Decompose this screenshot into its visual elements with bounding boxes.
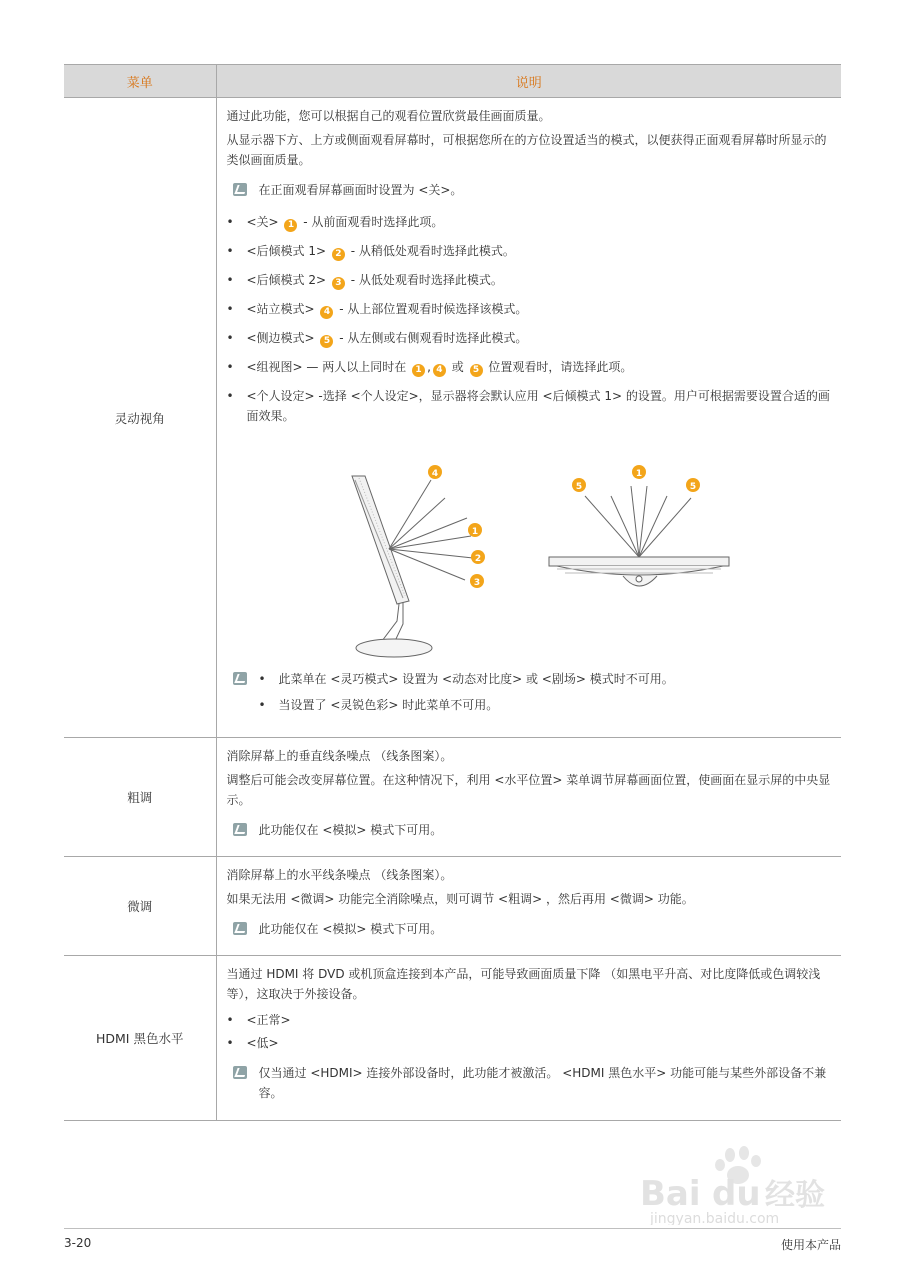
list-item: • <站立模式> 4 - 从上部位置观看时候选择该模式。	[227, 299, 834, 319]
note-icon	[233, 672, 247, 685]
mode-list	[227, 212, 834, 426]
svg-text:1: 1	[635, 469, 642, 479]
paragraph: 调整后可能会改变屏幕位置。在这种情况下，利用 <水平位置> 菜单调节屏幕画面位置，使画面在显示屏的中央显示。	[226, 773, 831, 807]
badge-4-icon: 4	[433, 364, 446, 377]
watermark-url: jingyan.baidu.com	[650, 1211, 780, 1225]
settings-table	[64, 64, 841, 1121]
top-view-badges	[572, 465, 700, 492]
badge-1-icon: 1	[284, 219, 297, 232]
option-list	[227, 1010, 834, 1053]
table-row	[64, 857, 841, 956]
table-row	[64, 738, 841, 857]
header-description: 说明	[216, 65, 841, 98]
row-name-fine: 微调	[64, 857, 216, 956]
list-item: • <关> 1 - 从前面观看时选择此项。	[227, 212, 834, 232]
note	[227, 919, 834, 939]
svg-text:1: 1	[471, 527, 478, 537]
table-row	[64, 956, 841, 1121]
list-item: • 此菜单在 <灵巧模式> 设置为 <动态对比度> 或 <剧场> 模式时不可用。	[259, 669, 834, 689]
svg-text:Bai: Bai	[640, 1174, 701, 1214]
baidu-watermark-logo	[640, 1145, 850, 1225]
list-item: • <后倾模式 2> 3 - 从低处观看时选择此模式。	[227, 270, 834, 290]
note-icon	[233, 922, 247, 935]
svg-text:du: du	[712, 1174, 761, 1214]
paragraph: 如果无法用 <微调> 功能完全消除噪点，则可调节 <粗调> ，然后再用 <微调> 功能。	[226, 892, 694, 906]
note	[227, 669, 834, 721]
paragraph: 消除屏幕上的水平线条噪点 （线条图案）。	[226, 868, 453, 882]
side-view-badges	[428, 465, 485, 588]
badge-1-icon: 1	[412, 364, 425, 377]
note-icon	[233, 823, 247, 836]
list-item: • <组视图> — 两人以上同时在 1 , 4 或 5 位置观看时，请选择此项。	[227, 357, 834, 377]
note	[227, 1063, 834, 1103]
note-icon	[233, 1066, 247, 1079]
page-number: 3-20	[64, 1236, 92, 1250]
side-view-monitor	[352, 476, 432, 657]
row-name-magic-angle: 灵动视角	[64, 98, 216, 738]
svg-text:4: 4	[431, 469, 438, 479]
list-item: • <个人设定> -选择 <个人设定>，显示器将会默认应用 <后倾模式 1> 的设置。用户可根据需要设置合适的画面效果。	[227, 386, 834, 426]
row-desc-hdmi-black-level	[216, 956, 841, 1121]
row-desc-magic-angle	[216, 98, 841, 738]
note-text: 在正面观看屏幕画面时设置为 <关>。	[258, 183, 463, 197]
list-item: • <后倾模式 1> 2 - 从稍低处观看时选择此模式。	[227, 241, 834, 261]
list-item: • <低>	[227, 1033, 834, 1053]
svg-text:3: 3	[473, 578, 480, 588]
note	[227, 180, 834, 200]
list-item: • <侧边模式> 5 - 从左侧或右侧观看时选择此模式。	[227, 328, 834, 348]
badge-5-icon: 5	[320, 335, 333, 348]
paragraph: 通过此功能，您可以根据自己的观看位置欣赏最佳画面质量。	[226, 109, 551, 123]
viewing-angle-diagram	[227, 436, 827, 661]
top-view-monitor	[549, 557, 729, 586]
badge-3-icon: 3	[332, 277, 345, 290]
badge-2-icon: 2	[332, 248, 345, 261]
badge-4-icon: 4	[320, 306, 333, 319]
footer-section-title: 使用本产品	[780, 1238, 841, 1252]
svg-text:经验: 经验	[765, 1178, 825, 1213]
row-name-hdmi-black-level: HDMI 黑色水平	[64, 956, 216, 1121]
paragraph: 消除屏幕上的垂直线条噪点 （线条图案）。	[226, 749, 453, 763]
svg-text:5: 5	[689, 482, 696, 492]
table-row	[64, 98, 841, 738]
note	[227, 820, 834, 840]
header-menu: 菜单	[64, 65, 216, 98]
note-icon	[233, 183, 247, 196]
svg-text:2: 2	[474, 554, 481, 564]
row-desc-fine	[216, 857, 841, 956]
table-header-row	[64, 65, 841, 98]
note-text: 仅当通过 <HDMI> 连接外部设备时，此功能才被激活。 <HDMI 黑色水平> 功能可能与某些外部设备不兼容。	[258, 1066, 827, 1100]
note-text: 此功能仅在 <模拟> 模式下可用。	[258, 922, 443, 936]
badge-5-icon: 5	[470, 364, 483, 377]
svg-text:5: 5	[575, 482, 582, 492]
paragraph: 当通过 HDMI 将 DVD 或机顶盒连接到本产品，可能导致画面质量下降 （如黑电平升高、对比度降低或色调较浅等），这取决于外接设备。	[226, 967, 821, 1001]
viewing-angle-figure	[227, 436, 834, 661]
paragraph: 从显示器下方、上方或侧面观看屏幕时，可根据您所在的方位设置适当的模式，以便获得正面观看屏幕时所显示的类似画面质量。	[226, 133, 827, 167]
row-desc-coarse	[216, 738, 841, 857]
list-item: • 当设置了 <灵锐色彩> 时此菜单不可用。	[259, 695, 834, 715]
list-item: • <正常>	[227, 1010, 834, 1030]
note-text: 此功能仅在 <模拟> 模式下可用。	[258, 823, 443, 837]
note-list	[259, 669, 834, 721]
row-name-coarse: 粗调	[64, 738, 216, 857]
footer-divider	[64, 1228, 841, 1229]
